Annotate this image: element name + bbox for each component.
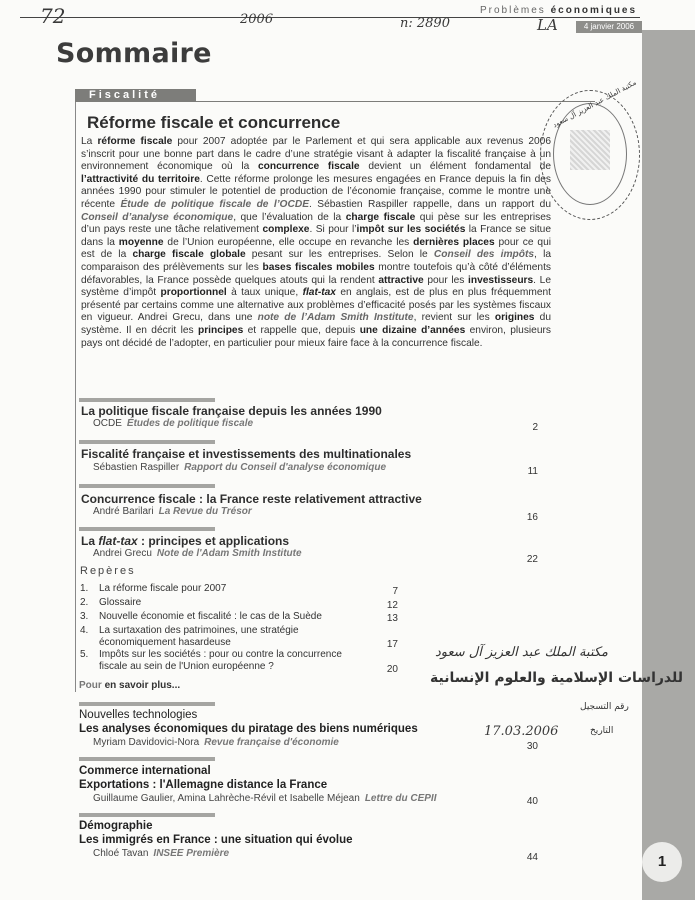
repere-page: 12 — [386, 600, 398, 611]
side-strip — [642, 30, 695, 900]
section-category: Commerce international — [79, 765, 211, 777]
repere-page: 7 — [392, 586, 398, 597]
section-page: 40 — [526, 796, 538, 807]
section-title: Exportations : l'Allemagne distance la France — [79, 779, 328, 791]
entry-divider — [79, 398, 215, 402]
entry-divider — [79, 527, 215, 531]
entry-author: Sébastien Raspiller Rapport du Conseil d'analyse économique — [93, 462, 387, 473]
repere-page: 20 — [386, 664, 398, 675]
entry-page: 16 — [526, 512, 538, 523]
handwritten-ref: n: 2890 — [400, 16, 450, 31]
stamp-registration-label: رقم التسجيل — [580, 702, 629, 712]
issue-date: 4 janvier 2006 — [576, 21, 642, 33]
repere-item: 2. Glossaire — [80, 597, 142, 608]
entry-title: Concurrence fiscale : la France reste relativement attractive — [81, 492, 422, 506]
entry-author: André Barilari La Revue du Trésor — [93, 506, 252, 517]
section-label: Fiscalité — [75, 89, 196, 102]
entry-author: OCDE Études de politique fiscale — [93, 418, 254, 429]
repere-page: 13 — [386, 613, 398, 624]
page-number: 1 — [642, 842, 682, 882]
entry-author: Andrei Grecu Note de l'Adam Smith Institute — [93, 548, 302, 559]
section-divider — [79, 702, 215, 706]
repere-item-cont: fiscale au sein de l'Union européenne ? — [99, 661, 274, 672]
section-title: Les immigrés en France : une situation qui évolue — [79, 834, 353, 846]
entry-page: 22 — [526, 554, 538, 565]
stamp-circle-text: مكتبة الملك عبد العزيز آل سعود — [551, 78, 638, 130]
section-divider — [79, 813, 215, 817]
stamp-date-label: التاريخ — [590, 726, 614, 736]
section-author: Myriam Davidovici-Nora Revue française d'économie — [93, 737, 339, 748]
article-heading: Réforme fiscale et concurrence — [87, 113, 341, 132]
entry-page: 11 — [527, 466, 538, 477]
magazine-name: Problèmes économiques — [480, 5, 638, 16]
handwritten-code: LA — [537, 16, 558, 34]
repere-item-cont: économiquement hasardeuse — [99, 637, 231, 648]
stamp-handwritten-date: 17.03.2006 — [484, 724, 559, 739]
article-abstract: La réforme fiscale pour 2007 adoptée par le Parlement et qui sera applicable aux revenus 2006 s’inscrit pour une bonne part dans le cadre d’une stratégie visant à adapter la fiscalité française à un environnement économique où la concurrence fiscale devient un élément fondamental de l’attractivité du territoire. Cette réforme prolonge les mesures engagées en France depuis la fin des années 1990 pour stimuler le potentiel de production de l’économie française, comme le montre une récente Étude de politique fiscale de l’OCDE. Sébastien Raspiller rappelle, dans un rapport du Conseil d’analyse économique, que l’évaluation de la charge fiscale qui pèse sur les entreprises d’un pays reste une tâche relativement complexe. Si pour l’impôt sur les sociétés la France se situe dans la moyenne de l’Union européenne, elle occupe en revanche les dernières places pour ce qui est de la charge fiscale globale pesant sur les entreprises. Selon le Conseil des impôts, la comparaison des prélèvements sur les bases fiscales mobiles montre toutefois qu’à côté d’éléments défavorables, la France possède quelques atouts qui la rendent attractive pour les investisseurs. Le système d’impôt proportionnel à taux unique, flat-tax en anglais, est de plus en plus fréquemment présenté par certains comme une alternative aux problèmes d’efficacité posés par les systèmes fiscaux en vigueur. Andrei Grecu, dans une note de l’Adam Smith Institute, revient sur les origines du système. Il en décrit les principes et rappelle que, depuis une dizaine d’années environ, plusieurs pays ont décidé de l’adopter, en particulier pour mieux faire face à la concurrence fiscale. — [81, 136, 552, 349]
handwritten-number: 72 — [40, 4, 66, 28]
entry-title: La politique fiscale française depuis les années 1990 — [81, 404, 382, 418]
stamp-institute-line: للدراسات الإسلامية والعلوم الإنسانية — [430, 670, 683, 686]
section-title: Les analyses économiques du piratage des biens numériques — [79, 723, 418, 735]
repere-item: 4. La surtaxation des patrimoines, une stratégie — [80, 625, 299, 636]
left-rule — [75, 100, 76, 692]
repere-page: 17 — [386, 639, 398, 650]
stamp-library-line: مكتبة الملك عبد العزيز آل سعود — [435, 645, 609, 660]
entry-title: Fiscalité française et investissements des multinationales — [81, 447, 412, 461]
page-title: Sommaire — [56, 38, 212, 69]
section-author: Chloé Tavan INSEE Première — [93, 848, 230, 859]
section-category: Démographie — [79, 820, 153, 832]
section-page: 30 — [526, 741, 538, 752]
repere-item: 3. Nouvelle économie et fiscalité : le cas de la Suède — [80, 611, 322, 622]
entry-title: La flat-tax : principes et applications — [81, 534, 290, 548]
section-divider — [79, 757, 215, 761]
section-author: Guillaume Gaulier, Amina Lahrèche-Révil et Isabelle Méjean Lettre du CEPII — [93, 793, 437, 804]
reperes-heading: Repères — [80, 565, 136, 577]
section-category: Nouvelles technologies — [79, 709, 198, 721]
section-page: 44 — [526, 852, 538, 863]
entry-divider — [79, 440, 215, 444]
pour-en-savoir-plus: Pour en savoir plus... — [79, 680, 181, 691]
handwritten-year: 2006 — [240, 12, 274, 27]
section-rule — [75, 101, 595, 102]
repere-item: 5. Impôts sur les sociétés : pour ou contre la concurrence — [80, 649, 342, 660]
library-stamp-emblem — [570, 130, 610, 170]
repere-item: 1. La réforme fiscale pour 2007 — [80, 583, 227, 594]
entry-divider — [79, 484, 215, 488]
entry-page: 2 — [532, 422, 538, 433]
